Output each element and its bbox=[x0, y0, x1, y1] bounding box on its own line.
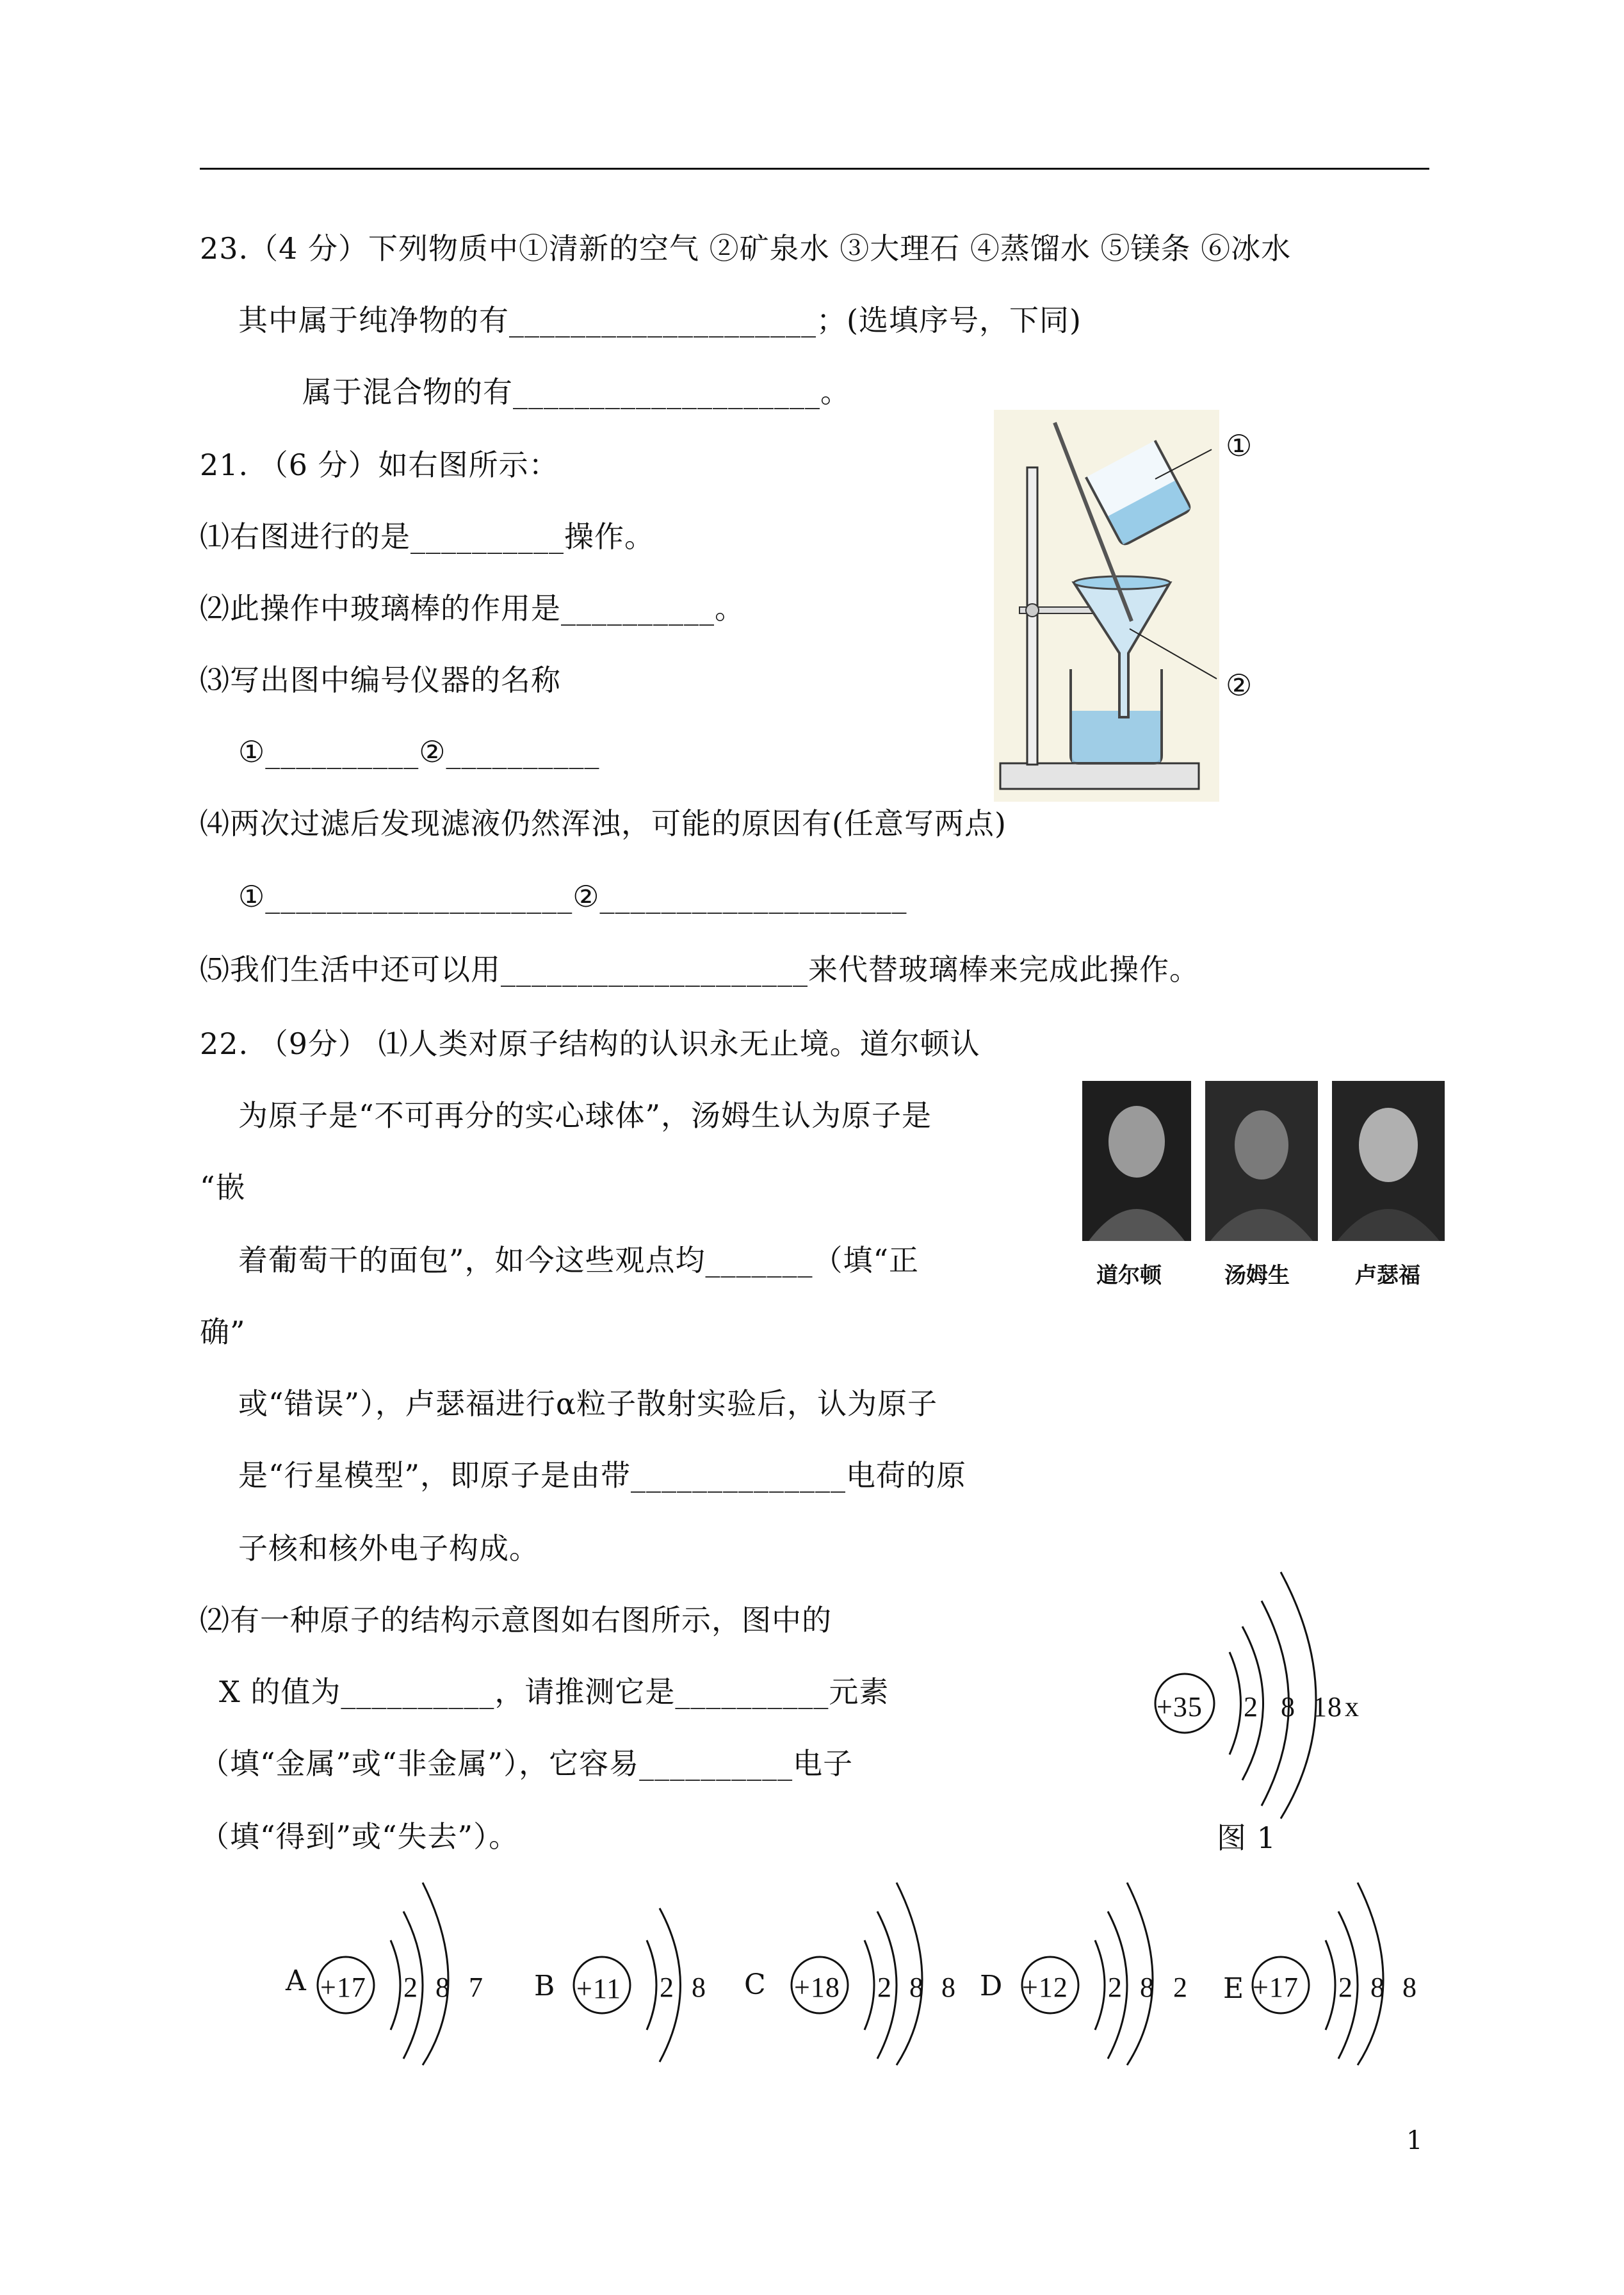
fig1-shell-4: x bbox=[1345, 1691, 1360, 1723]
atom-diagram-e bbox=[1242, 1857, 1434, 2068]
fig-label-2: ② bbox=[1226, 668, 1253, 702]
atom-e-letter: E bbox=[1223, 1972, 1244, 2005]
filtration-apparatus-illustration bbox=[994, 410, 1219, 802]
atom-diagram-d bbox=[1012, 1857, 1204, 2068]
atom-a-shell-2: 8 bbox=[435, 1972, 450, 2003]
q23-line3: 属于混合物的有____________________。 bbox=[302, 375, 850, 409]
q21-line2: ⑴右图进行的是__________操作。 bbox=[200, 519, 654, 554]
q21-line8: ⑸我们生活中还可以用____________________来代替玻璃棒来完成此操作。 bbox=[200, 952, 1199, 987]
q21-line7: ①____________________②____________________ bbox=[238, 879, 907, 914]
q22-line3: “嵌 bbox=[200, 1170, 246, 1204]
q22-line8: 子核和核外电子构成。 bbox=[238, 1531, 539, 1566]
q22-line2: 为原子是“不可再分的实心球体”，汤姆生认为原子是 bbox=[238, 1098, 932, 1133]
header-rule bbox=[200, 168, 1429, 170]
q21-line5: ①__________②__________ bbox=[238, 734, 600, 769]
atom-c-shell-2: 8 bbox=[909, 1972, 924, 2003]
portrait-dalton bbox=[1082, 1081, 1191, 1241]
portrait-rutherford bbox=[1332, 1081, 1445, 1241]
fig1-caption: 图 1 bbox=[1217, 1821, 1276, 1855]
atom-e-shell-1: 2 bbox=[1338, 1972, 1353, 2003]
atom-c-letter: C bbox=[744, 1968, 766, 2001]
atom-d-nucleus: +12 bbox=[1022, 1972, 1068, 2003]
q21-line3: ⑵此操作中玻璃棒的作用是__________。 bbox=[200, 591, 745, 626]
q23-line2: 其中属于纯净物的有____________________；(选填序号，下同) bbox=[238, 303, 1082, 337]
q22-line4: 着葡萄干的面包”，如今这些观点均_______（填“正 bbox=[238, 1243, 920, 1277]
portrait-thomson bbox=[1205, 1081, 1318, 1241]
q22-line6: 或“错误”），卢瑟福进行α粒子散射实验后，认为原子 bbox=[238, 1386, 938, 1421]
q23-line1: 23.（4 分）下列物质中①清新的空气 ②矿泉水 ③大理石 ④蒸馏水 ⑤镁条 ⑥冰水 bbox=[200, 231, 1292, 266]
portrait-caption-dalton: 道尔顿 bbox=[1096, 1263, 1162, 1288]
atom-b-shell-1: 2 bbox=[660, 1972, 674, 2003]
atom-a-nucleus: +17 bbox=[320, 1972, 366, 2003]
q22-line12: （填“得到”或“失去”）。 bbox=[200, 1819, 519, 1854]
atom-a-letter: A bbox=[286, 1965, 306, 1997]
atom-diagram-a bbox=[307, 1857, 499, 2068]
atom-b-shell-2: 8 bbox=[692, 1972, 706, 2003]
atom-d-shell-3: 2 bbox=[1173, 1972, 1188, 2003]
atom-b-letter: B bbox=[534, 1970, 555, 2002]
q21-line6: ⑷两次过滤后发现滤液仍然浑浊，可能的原因有(任意写两点) bbox=[200, 806, 1007, 841]
atom-b-nucleus: +11 bbox=[576, 1973, 622, 2004]
atom-d-letter: D bbox=[980, 1970, 1003, 2002]
atom-d-shell-1: 2 bbox=[1108, 1972, 1123, 2003]
q22-line10: X 的值为__________，请推测它是__________元素 bbox=[219, 1675, 889, 1709]
q22-line11: （填“金属”或“非金属”），它容易__________电子 bbox=[200, 1746, 854, 1781]
fig1-shell-3: 18 bbox=[1313, 1691, 1342, 1723]
page-number: 1 bbox=[1406, 2126, 1423, 2155]
q22-line1: 22. （9分） ⑴人类对原子结构的认识永无止境。道尔顿认 bbox=[200, 1026, 980, 1061]
atom-e-shell-3: 8 bbox=[1402, 1972, 1417, 2003]
q22-line7: 是“行星模型”，即原子是由带______________电荷的原 bbox=[238, 1458, 967, 1493]
filtration-figure bbox=[994, 410, 1219, 802]
fig-label-1: ① bbox=[1226, 428, 1253, 463]
portrait-caption-thomson: 汤姆生 bbox=[1224, 1263, 1290, 1288]
atom-d-shell-2: 8 bbox=[1140, 1972, 1155, 2003]
fig1-shell-1: 2 bbox=[1244, 1691, 1258, 1723]
atom-a-shell-1: 2 bbox=[403, 1972, 418, 2003]
fig1-shell-2: 8 bbox=[1281, 1691, 1295, 1723]
q21-line1: 21. （6 分）如右图所示： bbox=[200, 448, 559, 482]
fig1-nucleus: +35 bbox=[1157, 1691, 1203, 1723]
portrait-caption-rutherford: 卢瑟福 bbox=[1355, 1263, 1420, 1288]
q21-line4: ⑶写出图中编号仪器的名称 bbox=[200, 663, 561, 697]
atom-c-nucleus: +18 bbox=[794, 1972, 840, 2003]
atom-a-shell-3: 7 bbox=[469, 1972, 483, 2003]
atom-e-nucleus: +17 bbox=[1253, 1972, 1299, 2003]
q22-line5: 确” bbox=[200, 1315, 246, 1349]
atom-e-shell-2: 8 bbox=[1370, 1972, 1385, 2003]
q22-line9: ⑵有一种原子的结构示意图如右图所示，图中的 bbox=[200, 1603, 832, 1637]
atom-c-shell-1: 2 bbox=[877, 1972, 892, 2003]
atom-diagram-c bbox=[781, 1857, 973, 2068]
atom-c-shell-3: 8 bbox=[941, 1972, 956, 2003]
